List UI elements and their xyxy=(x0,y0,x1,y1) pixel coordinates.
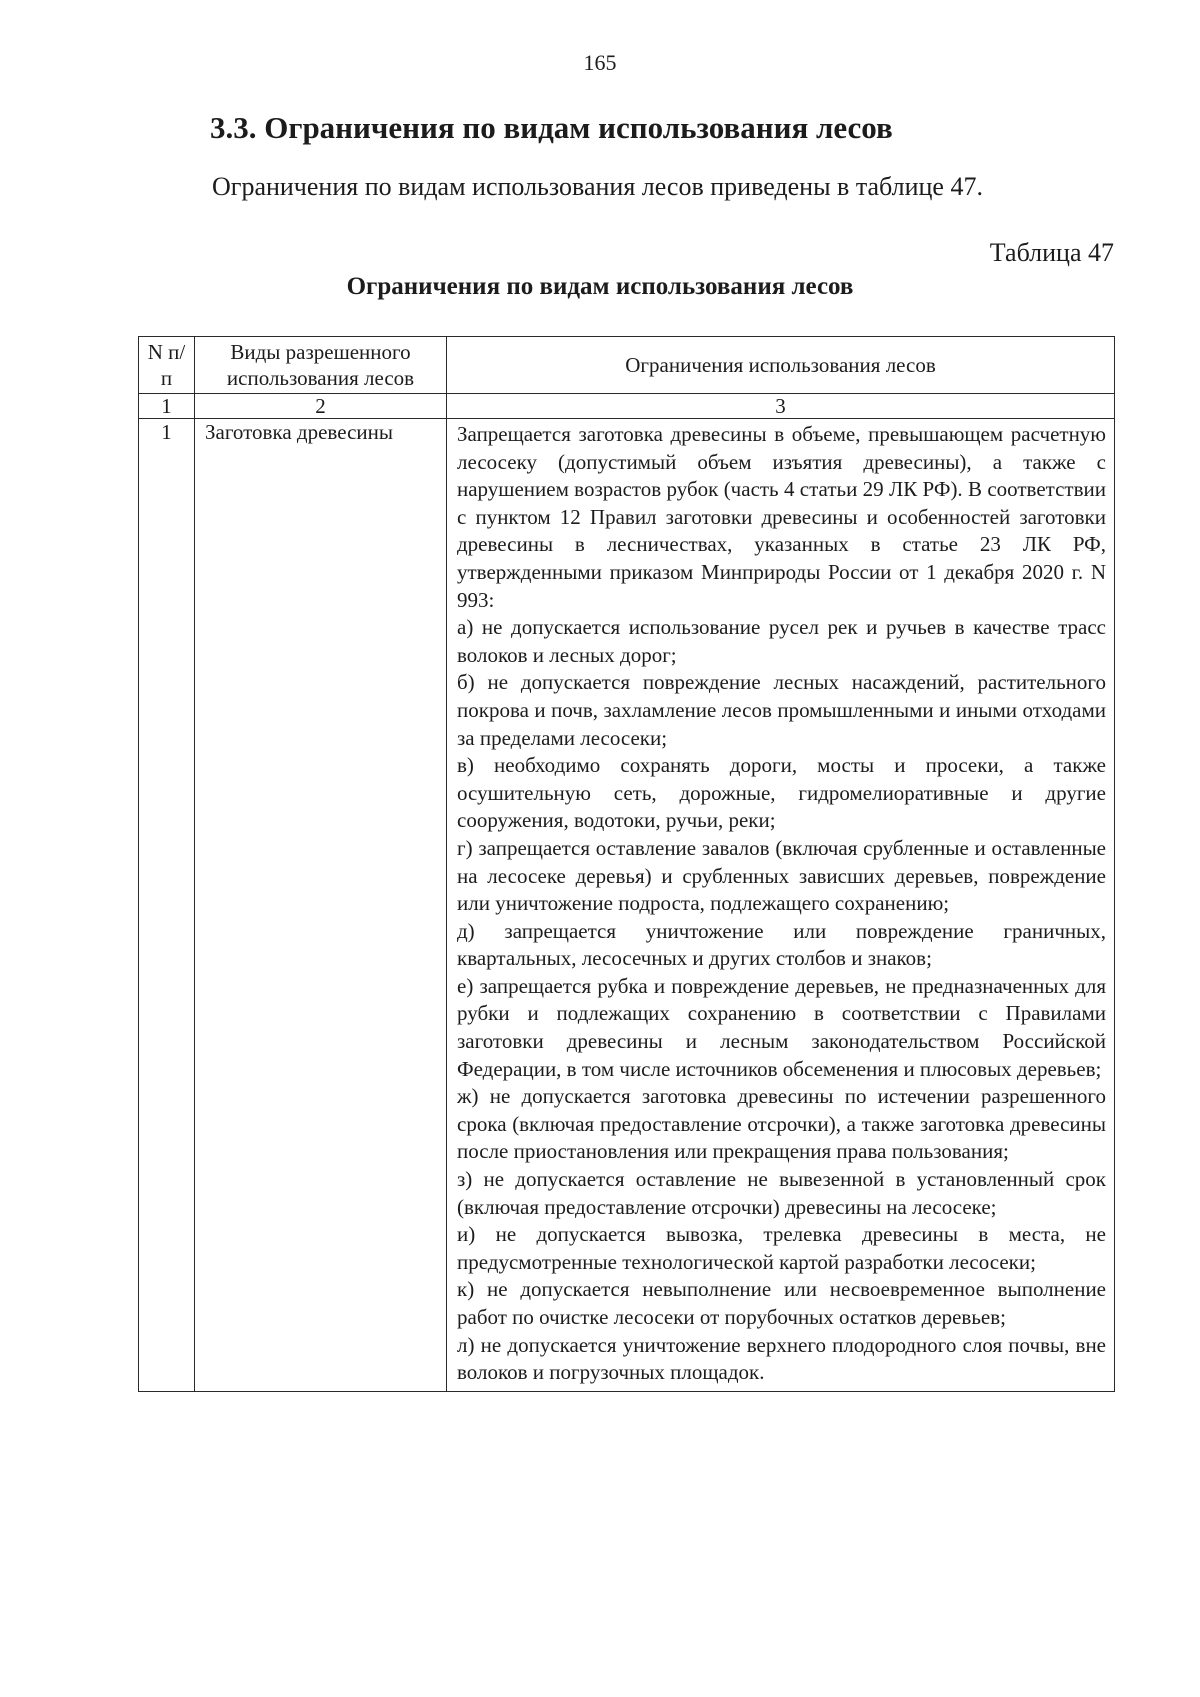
restriction-item-l: л) не допускается уничтожение верхнего плодородного слоя почвы, вне волоков и погрузочных площадок. xyxy=(457,1332,1106,1385)
intro-paragraph: Ограничения по видам использования лесов приведены в таблице 47. xyxy=(212,172,983,201)
restriction-item-e: е) запрещается рубка и повреждение деревьев, не предназначенных для рубки и подлежащих сохранению в соответствии с Правилами заготовки древесины и лесным законодательством Российской Федерации, в том числе источников обсеменения и плюсовых деревьев; xyxy=(457,973,1106,1081)
section-heading: 3.3. Ограничения по видам использования лесов xyxy=(210,110,893,145)
row-kind: Заготовка древесины xyxy=(195,419,447,1392)
restriction-item-a: а) не допускается использование русел рек и ручьев в качестве трасс волоков и лесных дорог; xyxy=(457,615,1106,667)
header-kind: Виды разрешенного использования лесов xyxy=(195,337,447,394)
restriction-item-v: в) необходимо сохранять дороги, мосты и просеки, а также осушительную сеть, дорожные, гидромелиоративные и другие сооружения, водотоки, ручьи, реки; xyxy=(457,753,1106,833)
restriction-item-b: б) не допускается повреждение лесных насаждений, растительного покрова и почв, захламление лесов промышленными и иными отходами за пределами лесосеки; xyxy=(457,670,1106,750)
row-restrictions xyxy=(447,419,1115,1392)
restrictions-table xyxy=(138,336,1115,1392)
page-number: 165 xyxy=(583,50,617,75)
table-caption: Ограничения по видам использования лесов xyxy=(346,273,854,300)
restriction-item-zh: ж) не допускается заготовка древесины по истечении разрешенного срока (включая предоставление отсрочки), а также заготовка древесины после приостановления или прекращения права пользования; xyxy=(457,1084,1106,1164)
column-number-1: 1 xyxy=(139,394,195,419)
header-restrictions: Ограничения использования лесов xyxy=(447,337,1115,394)
table-label: Таблица 47 xyxy=(989,238,1114,267)
restriction-item-i: и) не допускается вывозка, трелевка древесины в места, не предусмотренные технологической картой разработки лесосеки; xyxy=(457,1222,1106,1274)
table-header-row xyxy=(139,337,1115,394)
restriction-item-z: з) не допускается оставление не вывезенной в установленный срок (включая предоставление отсрочки) древесины на лесосеке; xyxy=(457,1167,1106,1219)
column-number-2: 2 xyxy=(195,394,447,419)
table-row xyxy=(139,419,1115,1392)
header-number: N п/п xyxy=(139,337,195,394)
restriction-item-d: д) запрещается уничтожение или повреждение граничных, квартальных, лесосечных и других столбов и знаков; xyxy=(457,918,1106,971)
restriction-intro: Запрещается заготовка древесины в объеме, превышающем расчетную лесосеку (допустимый объем изъятия древесины), а также с нарушением возрастов рубок (часть 4 статьи 29 ЛК РФ). В соответствии с пунктом 12 Правил заготовки древесины и особенностей заготовки древесины в лесничествах, указанных в статье 23 ЛК РФ, утвержденными приказом Минприроды России от 1 декабря 2020 г. N 993: xyxy=(457,422,1106,612)
restriction-item-g: г) запрещается оставление завалов (включая срубленные и оставленные на лесосеке деревья) и срубленных зависших деревьев, повреждение или уничтожение подроста, подлежащего сохранению; xyxy=(457,835,1106,916)
row-number: 1 xyxy=(139,419,195,1392)
column-numbering-row xyxy=(139,394,1115,419)
restriction-item-k: к) не допускается невыполнение или несвоевременное выполнение работ по очистке лесосеки от порубочных остатков деревьев; xyxy=(457,1277,1106,1329)
column-number-3: 3 xyxy=(447,394,1115,419)
